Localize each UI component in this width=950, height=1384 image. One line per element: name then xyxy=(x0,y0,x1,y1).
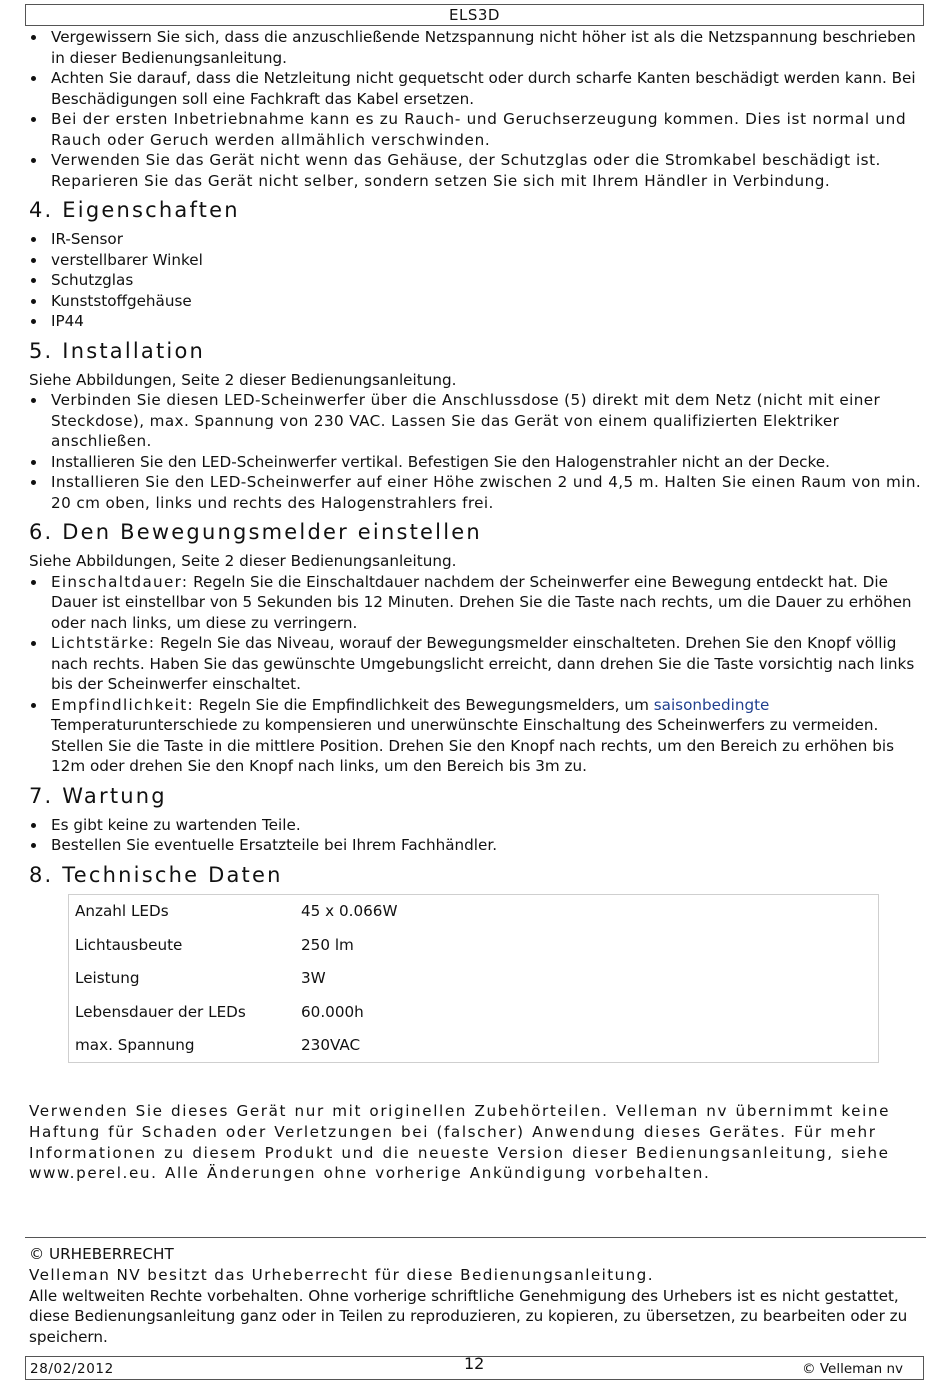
list-item: Bestellen Sie eventuelle Ersatzteile bei Ihrem Fachhändler. xyxy=(29,835,924,856)
page-footer xyxy=(25,1356,924,1380)
page-header xyxy=(25,4,924,26)
copyright-text: Alle weltweiten Rechte vorbehalten. Ohne vorherige schriftliche Genehmigung des Urhebers ist es nicht gestattet, diese Bedienungsanleitung ganz oder in Teilen zu reproduzieren, zu kopieren, zu übersetzen, zu bearbeiten oder zu speichern. xyxy=(29,1286,908,1347)
table-cell-key: Lichtausbeute xyxy=(75,935,183,954)
table-cell-key: Leistung xyxy=(75,969,140,987)
list-item: IP44 xyxy=(29,311,924,332)
table-cell-value: 60.000h xyxy=(301,1002,364,1021)
table-row xyxy=(69,894,879,928)
list-item: IR-Sensor xyxy=(29,229,924,250)
footer-date: 28/02/2012 xyxy=(30,1361,114,1377)
list-item: Kunststoffgehäuse xyxy=(29,291,924,312)
copyright-line: Velleman NV besitzt das Urheberrecht für diese Bedienungsanleitung. xyxy=(29,1265,654,1284)
section-heading-bewegungsmelder: 6. Den Bewegungsmelder einstellen xyxy=(29,520,482,544)
table-row xyxy=(69,928,879,962)
term-text: Regeln Sie die Empfindlichkeit des Bewegungsmelders, um xyxy=(193,695,654,714)
installation-list xyxy=(29,390,924,513)
table-cell-value: 230VAC xyxy=(301,1036,361,1054)
table-cell-key: max. Spannung xyxy=(75,1036,195,1054)
table-row xyxy=(69,962,879,996)
list-item xyxy=(29,695,924,777)
table-row xyxy=(69,995,879,1029)
term-label: Empfindlichkeit: xyxy=(51,695,194,714)
term-label: Lichtstärke: xyxy=(51,634,156,652)
table-row xyxy=(69,1029,879,1063)
section-intro: Siehe Abbildungen, Seite 2 dieser Bedienungsanleitung. xyxy=(29,370,457,389)
section-heading-installation: 5. Installation xyxy=(29,338,206,363)
list-item: Vergewissern Sie sich, dass die anzuschließende Netzspannung nicht höher ist als die Netzspannung beschrieben in dieser Bedienungsanleitung. xyxy=(29,27,924,68)
list-item: Schutzglas xyxy=(29,270,924,291)
term-link[interactable]: saisonbedingte xyxy=(653,695,770,714)
table-cell-key: Lebensdauer der LEDs xyxy=(75,1002,246,1021)
table-cell-value: 3W xyxy=(301,969,326,987)
list-item: Installieren Sie den LED-Scheinwerfer vertikal. Befestigen Sie den Halogenstrahler nicht an der Decke. xyxy=(29,452,924,473)
section-heading-eigenschaften: 4. Eigenschaften xyxy=(29,198,240,222)
list-item: verstellbarer Winkel xyxy=(29,250,924,271)
list-item: Achten Sie darauf, dass die Netzleitung nicht gequetscht oder durch scharfe Kanten beschädigt werden kann. Bei Beschädigungen soll eine Fachkraft das Kabel ersetzen. xyxy=(29,68,924,109)
term-label: Einschaltdauer: xyxy=(51,572,189,591)
table-cell-key: Anzahl LEDs xyxy=(75,902,169,920)
maintenance-list xyxy=(29,815,924,856)
term-text: Regeln Sie das Niveau, worauf der Bewegungsmelder einschalteten. Drehen Sie den Knopf völlig nach rechts. Haben Sie das gewünschte Umgebungslicht erreicht, dann drehen Sie die Taste vorsichtig nach links bis der Scheinwerfer einschaltet. xyxy=(51,634,915,693)
section-heading-wartung: 7. Wartung xyxy=(29,783,167,808)
term-text: Regeln Sie die Einschaltdauer nachdem der Scheinwerfer eine Bewegung entdeckt hat. Die Dauer ist einstellbar von 5 Sekunden bis 12 Minuten. Drehen Sie die Taste nach rechts, um die Dauer zu erhöhen oder nach links, um diese zu verringern. xyxy=(51,572,912,632)
page-content xyxy=(29,27,924,1184)
header-title: ELS3D xyxy=(449,6,500,24)
copyright-title: © URHEBERRECHT xyxy=(29,1245,174,1263)
table-cell-value: 250 lm xyxy=(301,935,354,954)
legal-notice: Verwenden Sie dieses Gerät nur mit originellen Zubehörteilen. Velleman nv übernimmt keine Haftung für Schaden oder Verletzungen bei (falscher) Anwendung dieses Gerätes. Für mehr Informationen zu diesem Produkt und die neueste Version dieser Bedienungsanleitung, siehe www.perel.eu. Alle Änderungen ohne vorherige Ankündigung vorbehalten. xyxy=(29,1102,891,1183)
list-item xyxy=(29,572,924,634)
page-number: 12 xyxy=(464,1354,485,1373)
section-heading-technische-daten: 8. Technische Daten xyxy=(29,862,283,887)
list-item: Es gibt keine zu wartenden Teile. xyxy=(29,815,924,836)
settings-list xyxy=(29,572,924,777)
list-item: Bei der ersten Inbetriebnahme kann es zu Rauch- und Geruchserzeugung kommen. Dies ist normal und Rauch oder Geruch werden allmählich verschwinden. xyxy=(29,109,924,150)
list-item: Verwenden Sie das Gerät nicht wenn das Gehäuse, der Schutzglas oder die Stromkabel beschädigt ist. Reparieren Sie das Gerät nicht selber, sondern setzen Sie sich mit Ihrem Händler in Verbindung. xyxy=(29,150,924,191)
copyright-block xyxy=(25,1237,926,1348)
list-item: Installieren Sie den LED-Scheinwerfer auf einer Höhe zwischen 2 und 4,5 m. Halten Sie einen Raum von min. 20 cm oben, links und rechts des Halogenstrahlers frei. xyxy=(29,472,924,513)
table-cell-value: 45 x 0.066W xyxy=(301,902,398,920)
section-intro: Siehe Abbildungen, Seite 2 dieser Bedienungsanleitung. xyxy=(29,552,457,570)
list-item: Verbinden Sie diesen LED-Scheinwerfer über die Anschlussdose (5) direkt mit dem Netz (nicht mit einer Steckdose), max. Spannung von 230 VAC. Lassen Sie das Gerät von einem qualifizierten Elektriker anschließen. xyxy=(29,390,924,452)
term-text: Temperaturunterschiede zu kompensieren und unerwünschte Einschaltung des Scheinwerfers zu vermeiden. Stellen Sie die Taste in die mittlere Position. Drehen Sie den Knopf nach rechts, um den Bereich zu erhöhen bis 12m oder drehen Sie den Knopf nach links, um den Bereich bis 3m zu. xyxy=(51,716,895,775)
list-item xyxy=(29,633,924,695)
intro-bullet-list xyxy=(29,27,924,191)
footer-copyright: © Velleman nv xyxy=(802,1361,903,1377)
features-list xyxy=(29,229,924,332)
technical-data-table xyxy=(68,894,879,1064)
